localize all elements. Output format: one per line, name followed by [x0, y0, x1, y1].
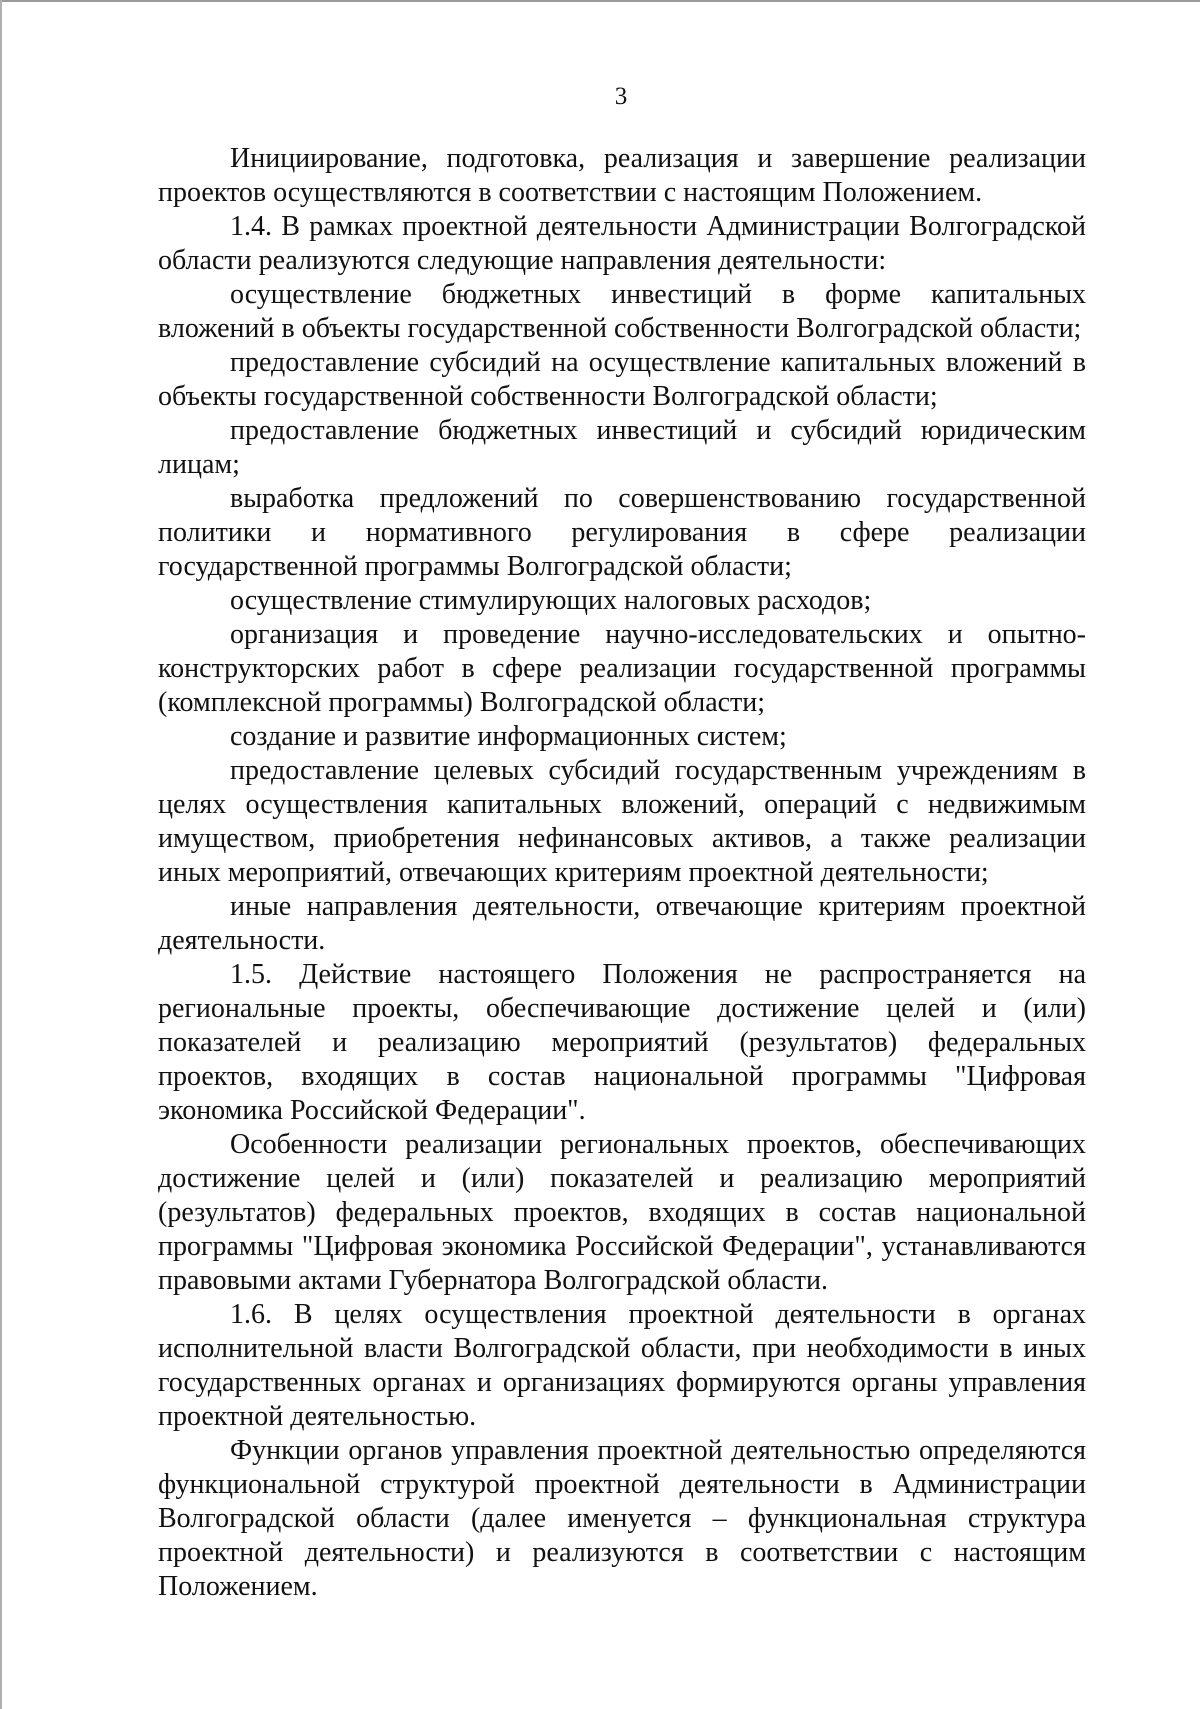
list-item-policy-proposals: выработка предложений по совершенствованию государственной политики и нормативного регулирования в сфере реализации государственной программы Волгоградской области;: [158, 483, 1086, 582]
list-item-capital-subsidies: предоставление субсидий на осуществление капитальных вложений в объекты государственной собственности Волгоградской области;: [158, 347, 1086, 412]
paragraph-initiation: Инициирование, подготовка, реализация и завершение реализации проектов осуществляются в соответствии с настоящим Положением.: [158, 143, 1086, 208]
list-item-research-works: организация и проведение научно-исследовательских и опытно-конструкторских работ в сфере реализации государственной программы (комплексной программы) Волгоградской области;: [158, 619, 1086, 718]
paragraph-1-5: 1.5. Действие настоящего Положения не распространяется на региональные проекты, обеспечивающие достижение целей и (или) показателей и реализацию мероприятий (результатов) федеральных проектов, входящих в состав национальной программы "Цифровая экономика Российской Федерации".: [158, 959, 1086, 1126]
list-item-targeted-subsidies: предоставление целевых субсидий государственным учреждениям в целях осуществления капитальных вложений, операций с недвижимым имуществом, приобретения нефинансовых активов, а также реализации иных мероприятий, отвечающих критериям проектной деятельности;: [158, 755, 1086, 888]
paragraph-1-6: 1.6. В целях осуществления проектной деятельности в органах исполнительной власти Волгоградской области, при необходимости в иных государственных органах и организациях формируются органы управления проектной деятельностью.: [158, 1299, 1086, 1432]
list-item-information-systems: создание и развитие информационных систем;: [230, 721, 787, 752]
list-item-legal-entities: предоставление бюджетных инвестиций и субсидий юридическим лицам;: [158, 415, 1086, 480]
paragraph-regional-projects: Особенности реализации региональных проектов, обеспечивающих достижение целей и (или) показателей и реализацию мероприятий (результатов) федеральных проектов, входящих в состав национальной программы "Цифровая экономика Российской Федерации", устанавливаются правовыми актами Губернатора Волгоградской области.: [158, 1129, 1086, 1296]
page-number: 3: [614, 83, 628, 110]
list-item-tax-expenditures: осуществление стимулирующих налоговых расходов;: [230, 585, 872, 616]
document-body: [158, 142, 1086, 1604]
paragraph-management-functions: Функции органов управления проектной деятельностью определяются функциональной структурой проектной деятельности в Администрации Волгоградской области (далее именуется – функциональная структура проектной деятельности) и реализуются в соответствии с настоящим Положением.: [158, 1435, 1086, 1602]
list-item-other-directions: иные направления деятельности, отвечающие критериям проектной деятельности.: [158, 891, 1086, 956]
scan-edge-left: [0, 0, 2, 1709]
list-item-budget-investments: осуществление бюджетных инвестиций в форме капитальных вложений в объекты государственной собственности Волгоградской области;: [158, 279, 1086, 344]
scan-edge-top: [0, 0, 1200, 2]
paragraph-1-4: 1.4. В рамках проектной деятельности Администрации Волгоградской области реализуются следующие направления деятельности:: [158, 211, 1086, 276]
